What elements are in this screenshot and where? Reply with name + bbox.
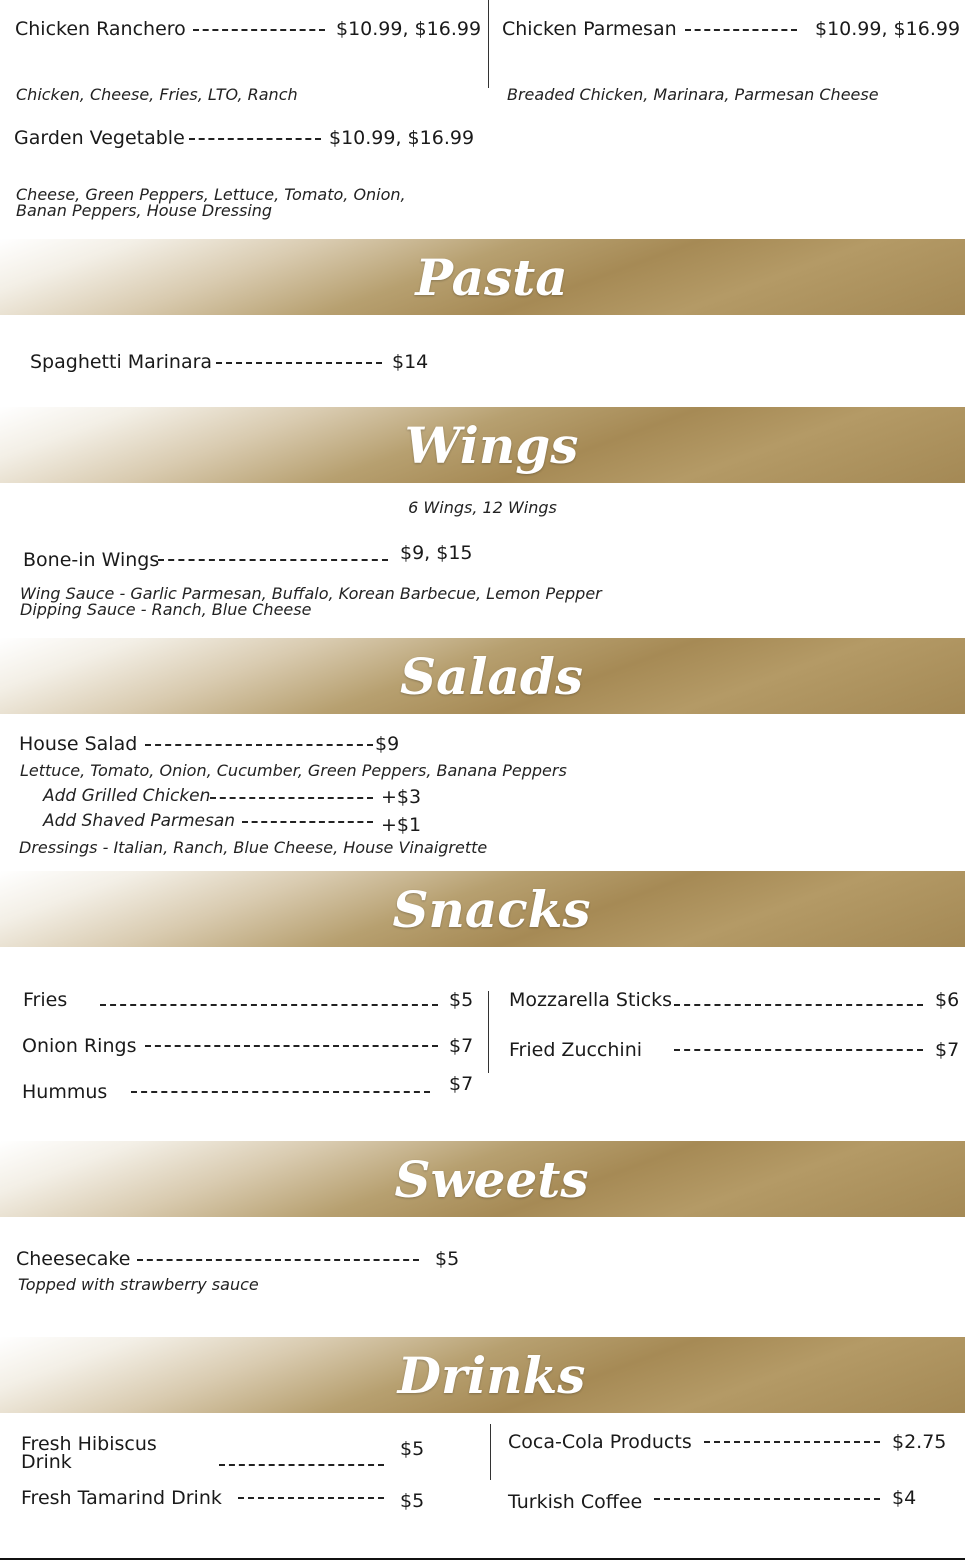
item-description: Lettuce, Tomato, Onion, Cucumber, Green Peppers, Banana Peppers: [20, 761, 567, 780]
wing-sauce-options: Wing Sauce - Garlic Parmesan, Buffalo, Korean Barbecue, Lemon Pepper: [20, 584, 602, 603]
item-name: Chicken Parmesan: [502, 18, 677, 40]
item-name: Garden Vegetable: [14, 127, 185, 149]
item-price: $9, $15: [400, 542, 473, 564]
dotted-leader: [137, 1259, 419, 1261]
item-name: Bone-in Wings: [23, 549, 160, 571]
item-name: Fries: [23, 989, 68, 1011]
section-title: Salads: [399, 646, 583, 706]
item-description: Chicken, Cheese, Fries, LTO, Ranch: [16, 85, 298, 104]
item-name: Turkish Coffee: [508, 1491, 643, 1513]
dotted-leader: [158, 559, 388, 561]
section-banner-pasta: [0, 239, 965, 315]
section-title: Pasta: [415, 247, 568, 307]
dotted-leader: [674, 1004, 923, 1006]
bottom-rule: [0, 1558, 965, 1560]
item-name-continued: Drink: [21, 1451, 72, 1473]
column-divider: [488, 991, 489, 1073]
item-name: Onion Rings: [22, 1035, 137, 1057]
section-title: Sweets: [394, 1149, 589, 1209]
item-name: Mozzarella Sticks: [509, 989, 673, 1011]
item-description: Topped with strawberry sauce: [18, 1275, 259, 1294]
dotted-leader: [704, 1441, 880, 1443]
addon-price: +$1: [381, 814, 422, 836]
item-price: $5: [435, 1248, 460, 1270]
item-price: $9: [375, 733, 400, 755]
section-banner-drinks: [0, 1337, 965, 1413]
dotted-leader: [145, 744, 373, 746]
section-banner-sweets: [0, 1141, 965, 1217]
section-title: Wings: [404, 415, 579, 475]
dotted-leader: [193, 29, 325, 31]
item-price: $4: [892, 1487, 917, 1509]
item-description: Breaded Chicken, Marinara, Parmesan Cheese: [507, 85, 879, 104]
addon-price: +$3: [381, 786, 422, 808]
item-name: Spaghetti Marinara: [30, 351, 213, 373]
item-price: $5: [400, 1490, 425, 1512]
item-price: $7: [935, 1039, 960, 1061]
section-title: Drinks: [397, 1345, 586, 1405]
dotted-leader: [238, 1497, 384, 1499]
section-title: Snacks: [392, 879, 591, 939]
wings-size-note: 6 Wings, 12 Wings: [408, 498, 557, 517]
dotted-leader: [654, 1498, 880, 1500]
dotted-leader: [674, 1049, 923, 1051]
item-name: Cheesecake: [16, 1248, 131, 1270]
item-price: $7: [449, 1035, 474, 1057]
item-price: $10.99, $16.99: [329, 127, 475, 149]
section-banner-wings: [0, 407, 965, 483]
item-name: Coca-Cola Products: [508, 1431, 692, 1453]
item-description: Cheese, Green Peppers, Lettuce, Tomato, Onion,: [16, 185, 406, 204]
section-banner-salads: [0, 638, 965, 714]
addon-name: Add Shaved Parmesan: [43, 811, 236, 831]
item-price: $10.99, $16.99: [815, 18, 961, 40]
addon-name: Add Grilled Chicken: [43, 786, 211, 806]
dotted-leader: [100, 1004, 438, 1006]
dotted-leader: [216, 362, 382, 364]
column-divider: [488, 0, 489, 88]
item-name: Hummus: [22, 1081, 108, 1103]
item-name: House Salad: [19, 733, 138, 755]
item-price: $6: [935, 989, 960, 1011]
dotted-leader: [131, 1091, 430, 1093]
item-name: Fresh Tamarind Drink: [21, 1487, 222, 1509]
dipping-sauce-options: Dipping Sauce - Ranch, Blue Cheese: [20, 600, 312, 619]
item-price: $14: [392, 351, 429, 373]
dotted-leader: [685, 29, 797, 31]
dotted-leader: [219, 1464, 384, 1466]
salad-dressings: Dressings - Italian, Ranch, Blue Cheese, House Vinaigrette: [19, 838, 488, 857]
item-description: Banan Peppers, House Dressing: [16, 201, 273, 220]
section-banner-snacks: [0, 871, 965, 947]
item-price: $7: [449, 1073, 474, 1095]
item-name: Chicken Ranchero: [15, 18, 186, 40]
item-name: Fresh Hibiscus: [21, 1433, 157, 1455]
column-divider: [490, 1424, 491, 1480]
dotted-leader: [242, 821, 373, 823]
dotted-leader: [189, 138, 321, 140]
item-price: $2.75: [892, 1431, 947, 1453]
dotted-leader: [210, 797, 373, 799]
item-price: $10.99, $16.99: [336, 18, 482, 40]
item-price: $5: [400, 1438, 425, 1460]
item-name: Fried Zucchini: [509, 1039, 643, 1061]
dotted-leader: [145, 1045, 438, 1047]
item-price: $5: [449, 989, 474, 1011]
